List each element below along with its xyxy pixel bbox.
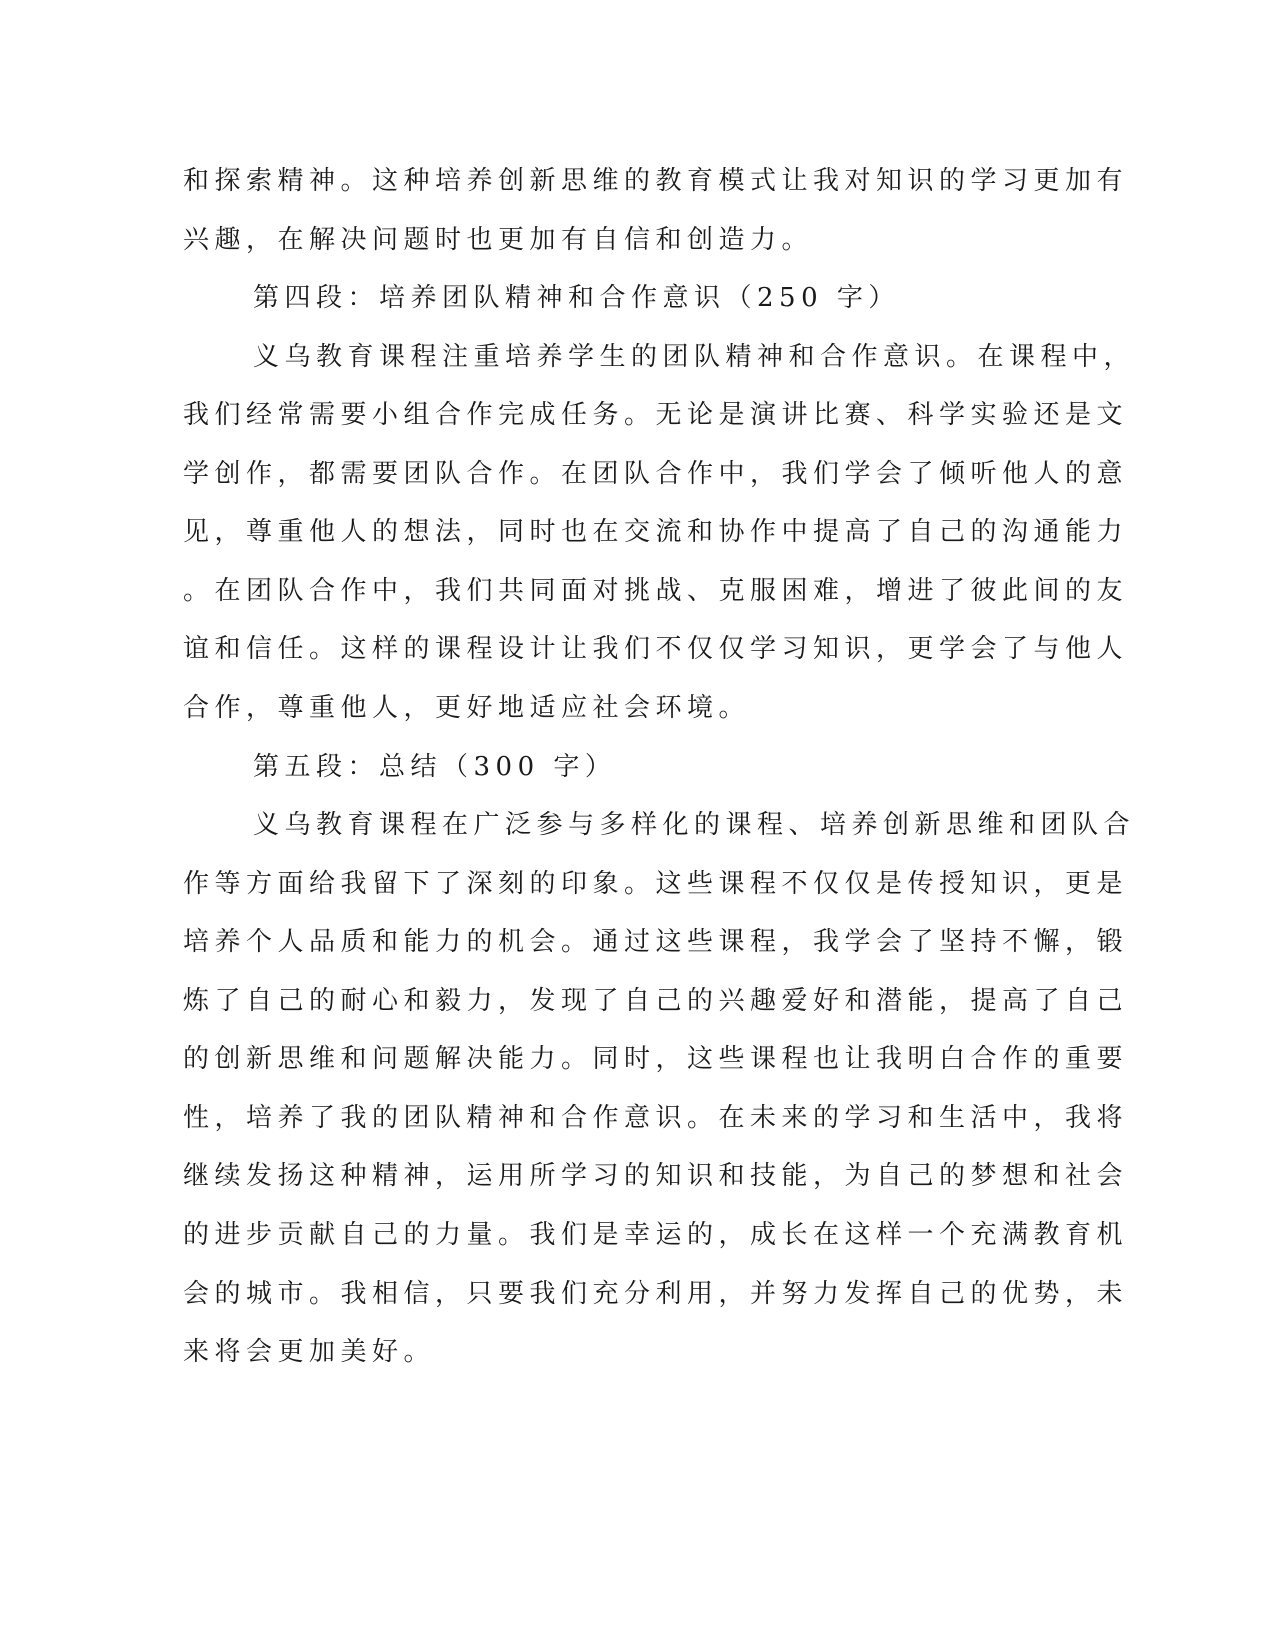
section-heading-4: 第四段：培养团队精神和合作意识（250 字） xyxy=(253,283,900,313)
paragraph-line: 来将会更加美好。 xyxy=(183,1337,436,1367)
paragraph-line: 作等方面给我留下了深刻的印象。这些课程不仅仅是传授知识，更是 xyxy=(183,869,1129,899)
paragraph-line: 学创作，都需要团队合作。在团队合作中，我们学会了倾听他人的意 xyxy=(183,459,1129,489)
paragraph-line: 谊和信任。这样的课程设计让我们不仅仅学习知识，更学会了与他人 xyxy=(183,634,1129,664)
paragraph-line: 。在团队合作中，我们共同面对挑战、克服困难，增进了彼此间的友 xyxy=(183,576,1129,606)
paragraph-line: 义乌教育课程在广泛参与多样化的课程、培养创新思维和团队合 xyxy=(253,810,1136,840)
paragraph-line: 的创新思维和问题解决能力。同时，这些课程也让我明白合作的重要 xyxy=(183,1044,1129,1074)
paragraph-line: 性，培养了我的团队精神和合作意识。在未来的学习和生活中，我将 xyxy=(183,1103,1129,1133)
paragraph-line: 继续发扬这种精神，运用所学习的知识和技能，为自己的梦想和社会 xyxy=(183,1161,1129,1191)
paragraph-line: 培养个人品质和能力的机会。通过这些课程，我学会了坚持不懈，锻 xyxy=(183,927,1129,957)
paragraph-line: 炼了自己的耐心和毅力，发现了自己的兴趣爱好和潜能，提高了自己 xyxy=(183,986,1129,1016)
section-heading-5: 第五段：总结（300 字） xyxy=(253,752,617,782)
paragraph-line: 会的城市。我相信，只要我们充分利用，并努力发挥自己的优势，未 xyxy=(183,1279,1129,1309)
paragraph-line: 兴趣，在解决问题时也更加有自信和创造力。 xyxy=(183,225,814,255)
paragraph-line: 我们经常需要小组合作完成任务。无论是演讲比赛、科学实验还是文 xyxy=(183,400,1129,430)
paragraph-line: 义乌教育课程注重培养学生的团队精神和合作意识。在课程中， xyxy=(253,342,1136,372)
paragraph-line: 合作，尊重他人，更好地适应社会环境。 xyxy=(183,693,751,723)
paragraph-line: 的进步贡献自己的力量。我们是幸运的，成长在这样一个充满教育机 xyxy=(183,1220,1129,1250)
paragraph-line: 见，尊重他人的想法，同时也在交流和协作中提高了自己的沟通能力 xyxy=(183,517,1129,547)
paragraph-line: 和探索精神。这种培养创新思维的教育模式让我对知识的学习更加有 xyxy=(183,166,1129,196)
